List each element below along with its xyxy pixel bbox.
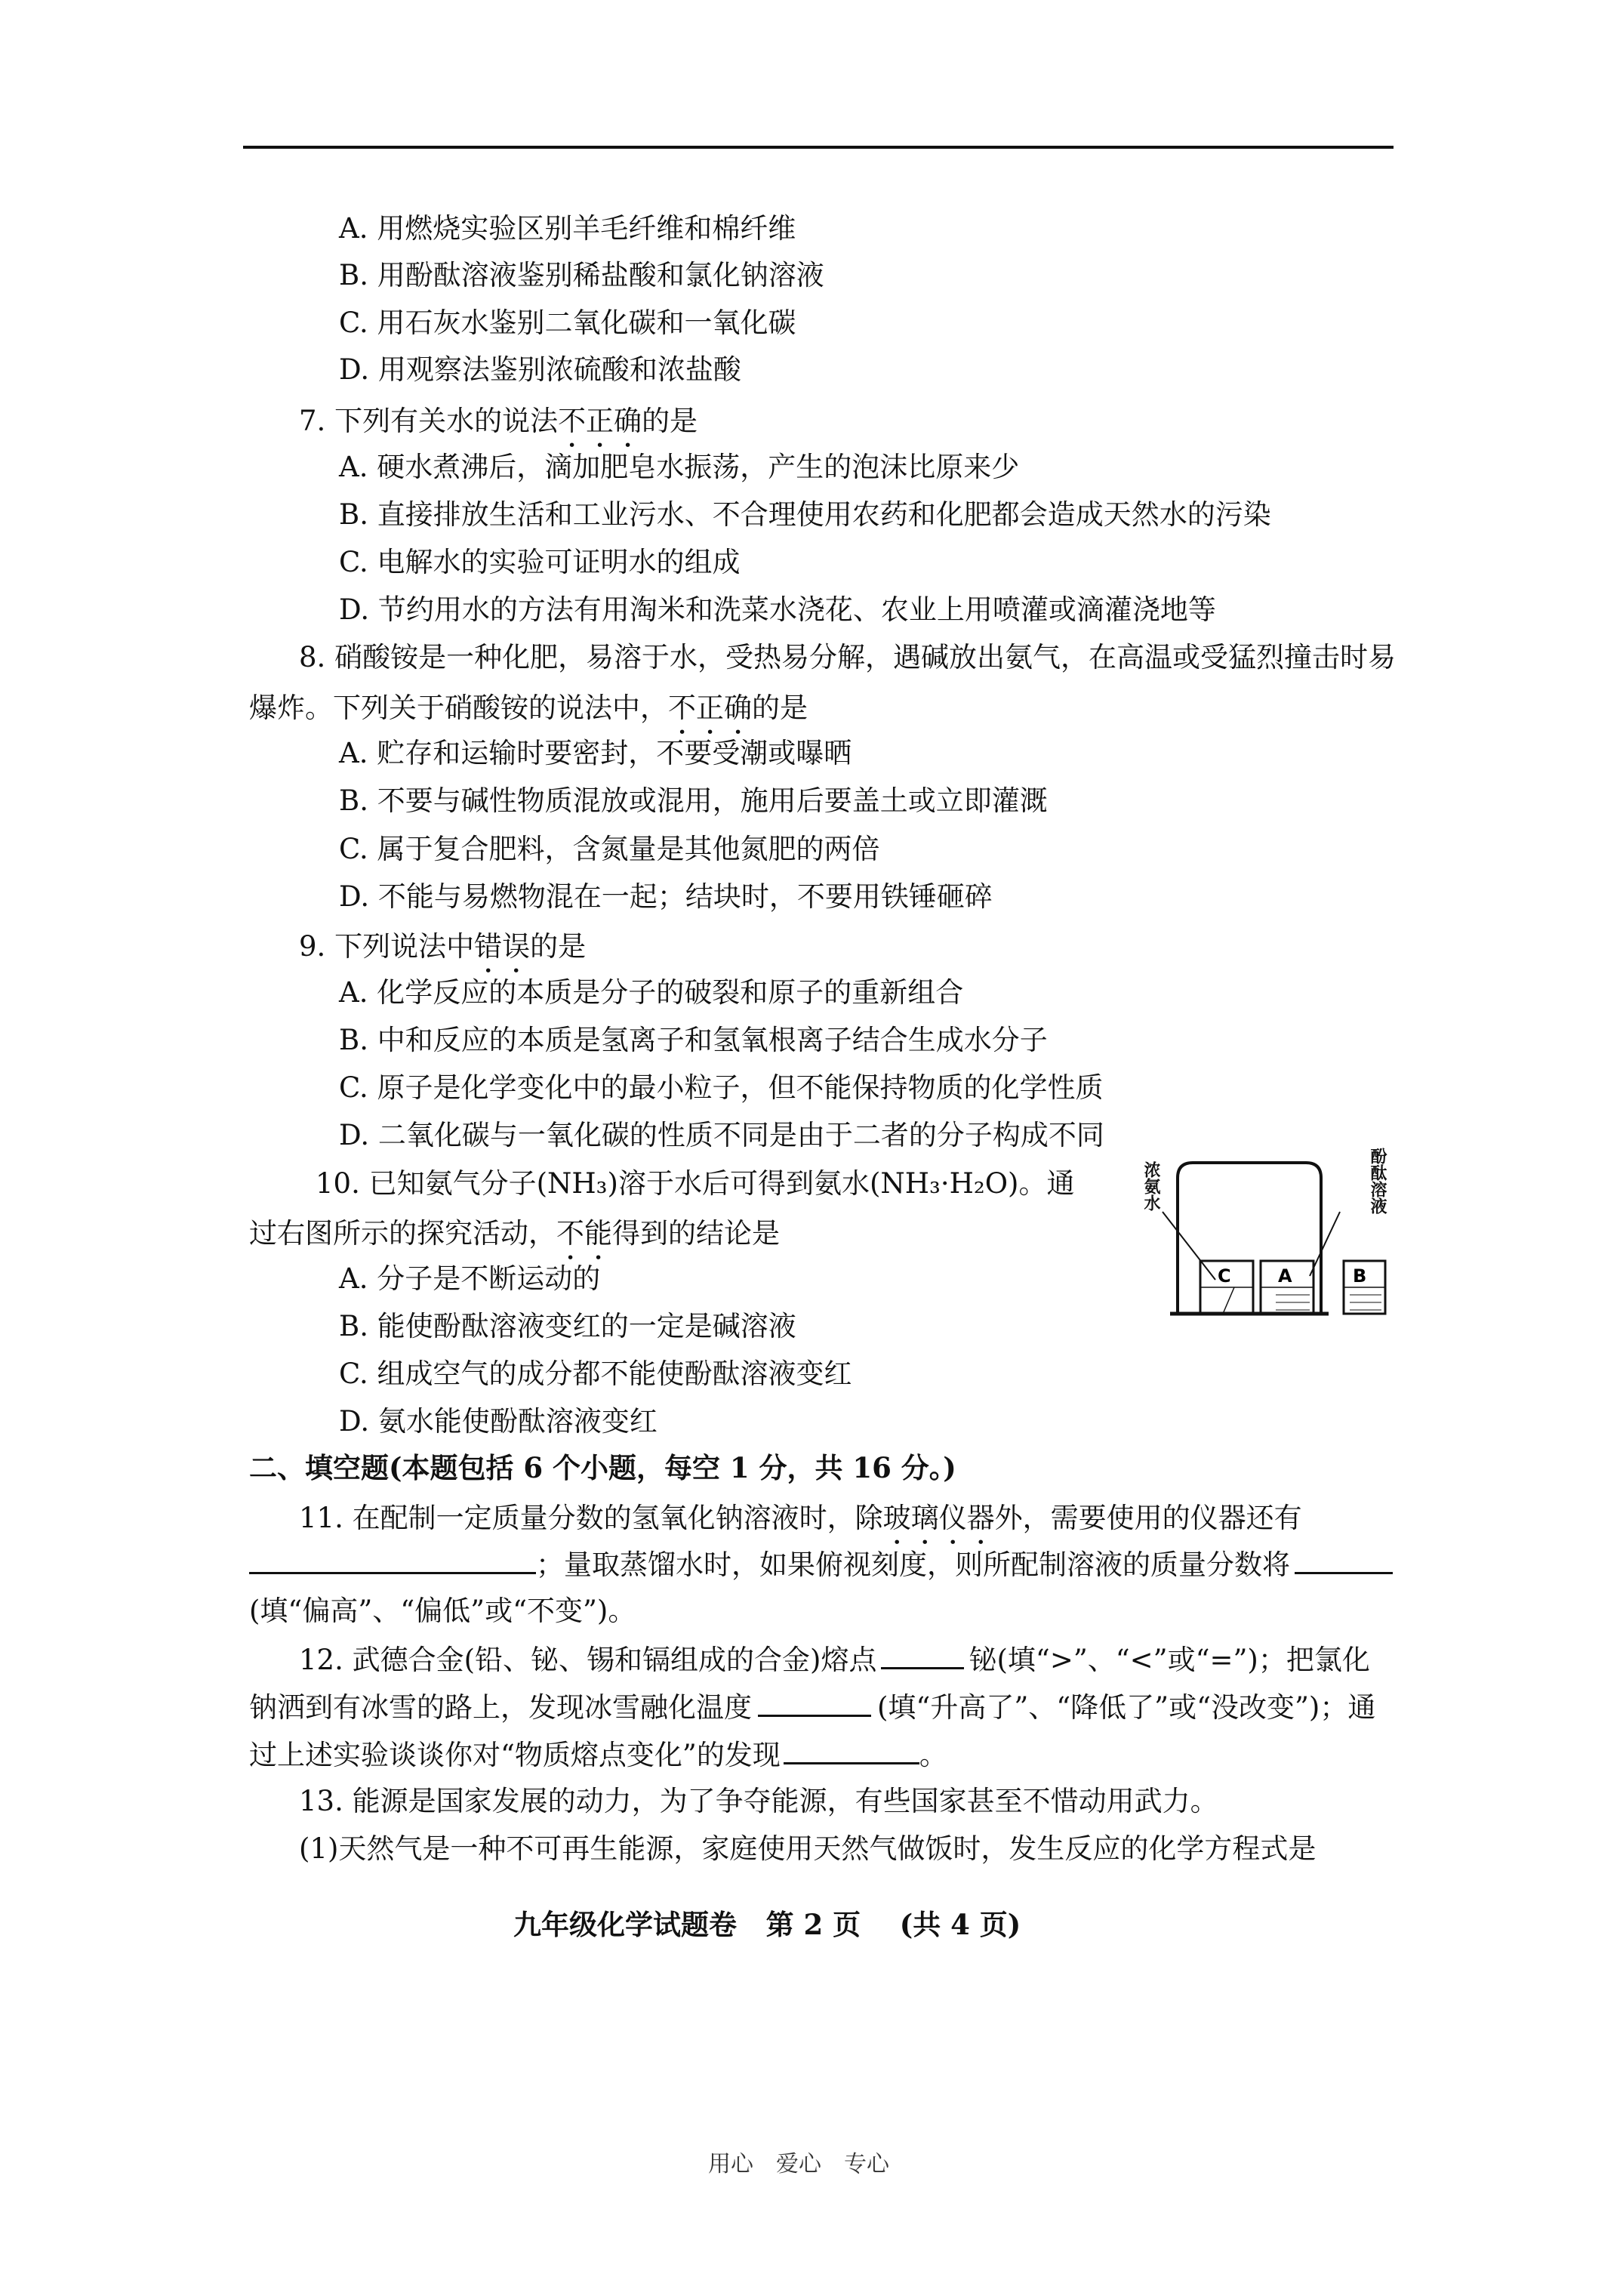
option-10d: D. 氨水能使酚酞溶液变红: [339, 1405, 658, 1438]
question-12-line1: 12. 武德合金(铅、铋、锡和镉组成的合金)熔点 铋(填“>”、“<”或“=”)；把氯化: [299, 1644, 1370, 1676]
question-13-part1: (1)天然气是一种不可再生能源，家庭使用天然气做饭时，发生反应的化学方程式是: [299, 1832, 1317, 1865]
option-7a: A. 硬水煮沸后，滴加肥皂水振荡，产生的泡沫比原来少: [339, 451, 1020, 483]
question-9: 9. 下列说法中错误的是: [299, 930, 587, 963]
question-13: 13. 能源是国家发展的动力，为了争夺能源，有些国家甚至不惜动用武力。: [299, 1785, 1218, 1817]
answer-blank[interactable]: [784, 1740, 919, 1764]
question-12-line2: 钠洒到有冰雪的路上，发现冰雪融化温度 (填“升高了”、“降低了”或“没改变”)；通: [249, 1691, 1376, 1724]
beaker-b-label: B: [1353, 1265, 1367, 1287]
experiment-diagram: [1140, 1155, 1389, 1321]
option-8c: C. 属于复合肥料，含氮量是其他氮肥的两倍: [339, 833, 880, 865]
option-10b: B. 能使酚酞溶液变红的一定是碱溶液: [339, 1310, 796, 1342]
question-10-line1: 10. 已知氨气分子(NH₃)溶于水后可得到氨水(NH₃·H₂O)。通: [316, 1167, 1075, 1200]
ammonia-experiment-figure: [1140, 1148, 1389, 1324]
option-6d: D. 用观察法鉴别浓硫酸和浓盐酸: [339, 353, 741, 386]
option-7d: D. 节约用水的方法有用淘米和洗菜水浇花、农业上用喷灌或滴灌浇地等: [339, 593, 1216, 626]
option-8d: D. 不能与易燃物混在一起；结块时，不要用铁锤砸碎: [339, 880, 993, 913]
section-2-heading: 二、填空题(本题包括 6 个小题，每空 1 分，共 16 分。): [249, 1451, 956, 1484]
option-7b: B. 直接排放生活和工业污水、不合理使用农药和化肥都会造成天然水的污染: [339, 498, 1271, 531]
question-11-line2: ；量取蒸馏水时，如果俯视刻度，则所配制溶液的质量分数将: [249, 1549, 1393, 1579]
option-6a: A. 用燃烧实验区别羊毛纤维和棉纤维: [339, 212, 796, 245]
option-10c: C. 组成空气的成分都不能使酚酞溶液变红: [339, 1358, 852, 1390]
option-9a: A. 化学反应的本质是分子的破裂和原子的重新组合: [339, 976, 964, 1009]
answer-blank[interactable]: [1295, 1549, 1393, 1574]
answer-blank[interactable]: [249, 1549, 536, 1574]
beaker-a-label: A: [1278, 1265, 1292, 1287]
option-8a: A. 贮存和运输时要密封，不要受潮或曝晒: [339, 737, 852, 769]
option-10a: A. 分子是不断运动的: [339, 1262, 601, 1295]
question-11-line3: (填“偏高”、“偏低”或“不变”)。: [249, 1595, 636, 1627]
beaker-c-label: C: [1218, 1265, 1231, 1287]
label-phenolphthalein: 酚酞溶液: [1368, 1148, 1387, 1214]
option-7c: C. 电解水的实验可证明水的组成: [339, 546, 741, 578]
question-10-line2: 过右图所示的探究活动，不能得到的结论是: [249, 1217, 780, 1250]
option-6c: C. 用石灰水鉴别二氧化碳和一氧化碳: [339, 307, 796, 339]
question-12-line3: 过上述实验谈谈你对“物质熔点变化”的发现 。: [249, 1739, 947, 1771]
bottom-slogan: 用心 爱心 专心: [708, 2151, 889, 2177]
option-8b: B. 不要与碱性物质混放或混用，施用后要盖土或立即灌溉: [339, 784, 1048, 817]
page-footer: 九年级化学试题卷 第 2 页 (共 4 页): [513, 1908, 1021, 1941]
answer-blank[interactable]: [881, 1644, 964, 1669]
question-8-line2: 爆炸。下列关于硝酸铵的说法中，不正确的是: [249, 692, 808, 724]
question-11-line1: 11. 在配制一定质量分数的氢氧化钠溶液时，除玻璃仪器外，需要使用的仪器还有: [299, 1502, 1302, 1534]
question-8-line1: 8. 硝酸铵是一种化肥，易溶于水，受热易分解，遇碱放出氨气，在高温或受猛烈撞击时易: [299, 641, 1397, 673]
label-concentrated-ammonia: 浓氨水: [1141, 1161, 1161, 1211]
option-6b: B. 用酚酞溶液鉴别稀盐酸和氯化钠溶液: [339, 259, 824, 291]
header-rule: [243, 146, 1394, 149]
answer-blank[interactable]: [758, 1692, 871, 1717]
question-7: 7. 下列有关水的说法不正确的是: [299, 405, 698, 437]
option-9c: C. 原子是化学变化中的最小粒子，但不能保持物质的化学性质: [339, 1071, 1104, 1104]
option-9b: B. 中和反应的本质是氢离子和氢氧根离子结合生成水分子: [339, 1024, 1048, 1056]
option-9d: D. 二氧化碳与一氧化碳的性质不同是由于二者的分子构成不同: [339, 1119, 1104, 1151]
